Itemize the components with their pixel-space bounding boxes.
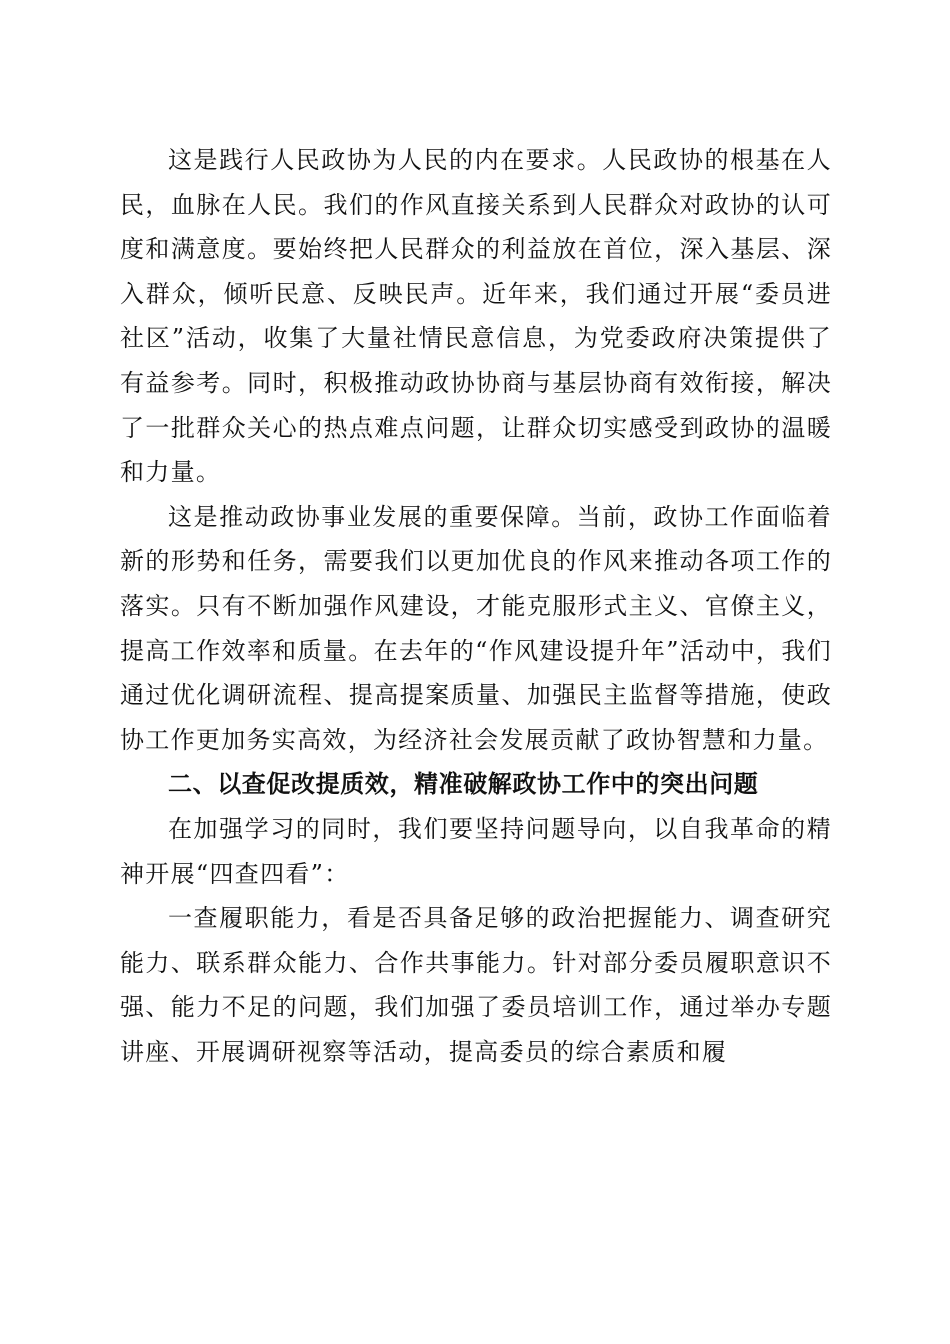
section-heading-two: 二、以查促改提质效，精准破解政协工作中的突出问题 [168, 770, 759, 799]
paragraph-first-check: 一查履职能力，看是否具备足够的政治把握能力、调查研究能力、联系群众能力、合作共事能力。针对部分委员履职意识不强、能力不足的问题，我们加强了委员培训工作，通过举办专题讲座、开展调研视察等活动，提高委员的综合素质和履 [120, 904, 832, 1066]
paragraph-work-style-guarantee: 这是推动政协事业发展的重要保障。当前，政协工作面临着新的形势和任务，需要我们以更加优良的作风来推动各项工作的落实。只有不断加强作风建设，才能克服形式主义、官僚主义，提高工作效率和质量。在去年的“作风建设提升年”活动中，我们通过优化调研流程、提高提案质量、加强民主监督等措施，使政协工作更加务实高效，为经济社会发展贡献了政协智慧和力量。 [120, 502, 832, 754]
document-body [120, 138, 832, 1074]
paragraph-people-oriented: 这是践行人民政协为人民的内在要求。人民政协的根基在人民，血脉在人民。我们的作风直接关系到人民群众对政协的认可度和满意度。要始终把人民群众的利益放在首位，深入基层、深入群众，倾听民意、反映民声。近年来，我们通过开展“委员进社区”活动，收集了大量社情民意信息，为党委政府决策提供了有益参考。同时，积极推动政协协商与基层协商有效衔接，解决了一批群众关心的热点难点问题，让群众切实感受到政协的温暖和力量。 [120, 146, 832, 487]
paragraph-four-checks-intro: 在加强学习的同时，我们要坚持问题导向，以自我革命的精神开展“四查四看”： [120, 814, 832, 888]
